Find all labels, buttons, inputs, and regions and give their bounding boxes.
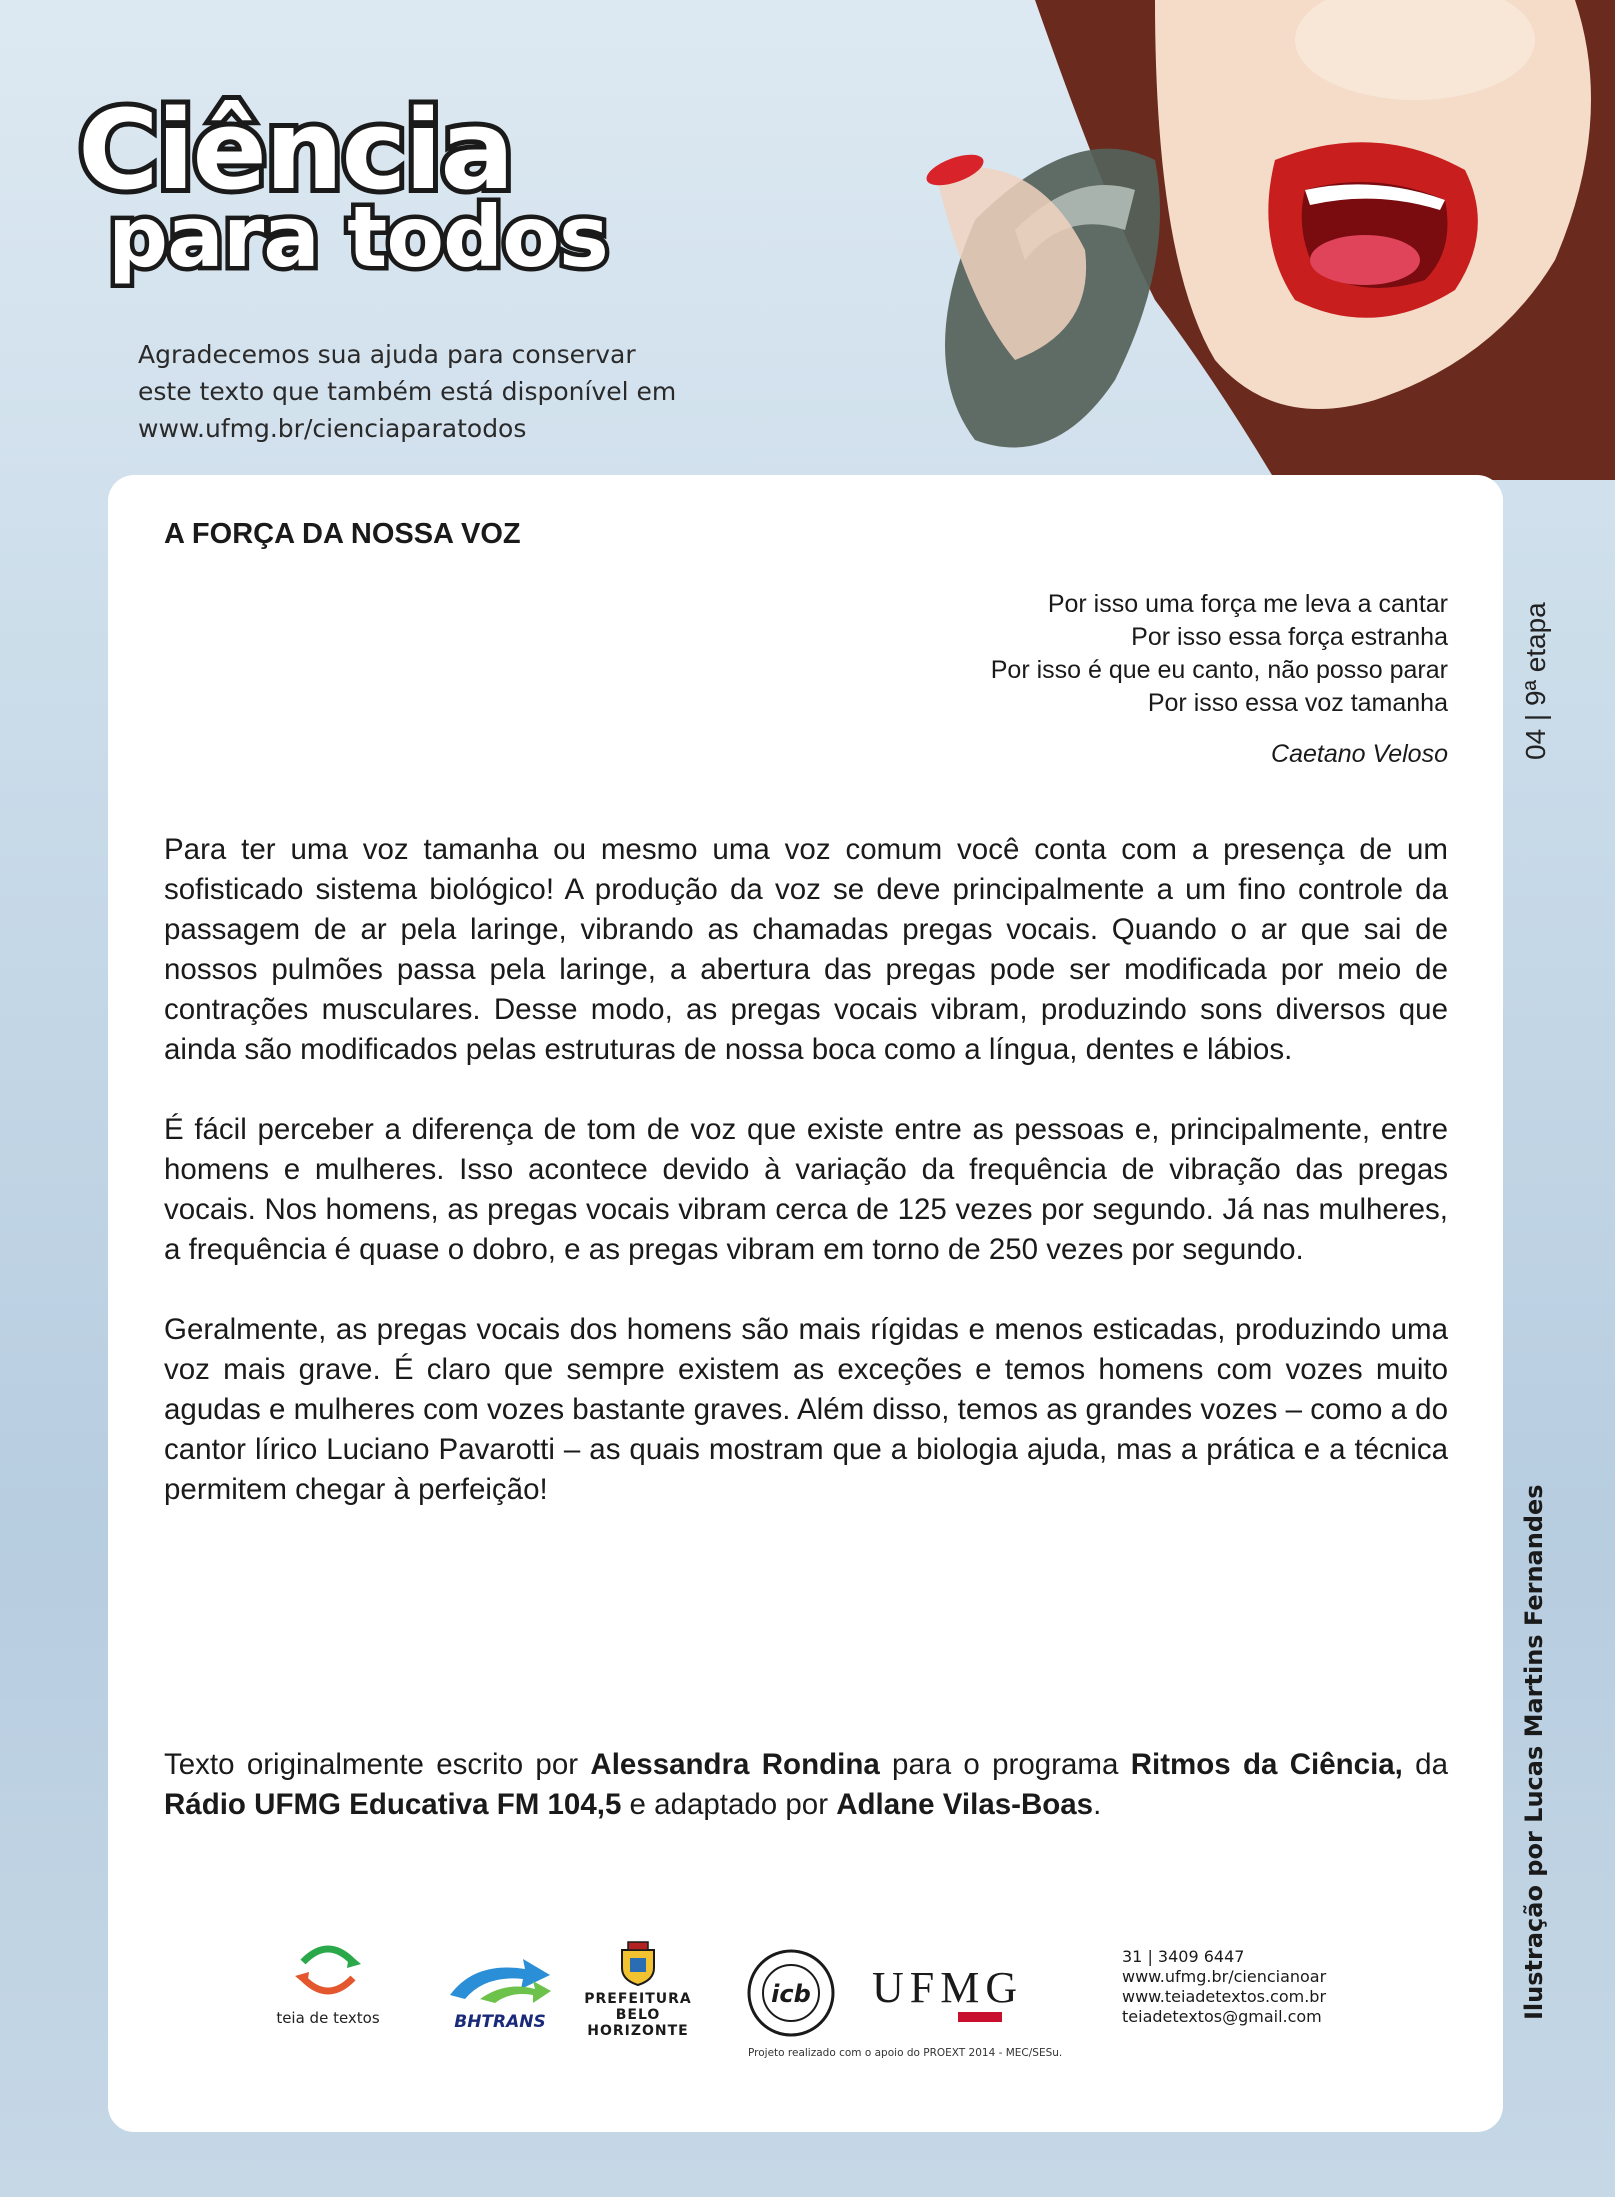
ciencia-para-todos-logo — [78, 86, 668, 286]
epigraph-author: Caetano Veloso — [1271, 740, 1448, 768]
epigraph-line: Por isso é que eu canto, não posso parar — [990, 656, 1448, 684]
thanks-line: este texto que também está disponível em — [138, 377, 677, 406]
article-title: A FORÇA DA NOSSA VOZ — [164, 518, 521, 550]
pbh-line1: PREFEITURA — [584, 1991, 692, 2007]
thanks-line: Agradecemos sua ajuda para conservar — [138, 340, 636, 369]
epigraph-line: Por isso essa voz tamanha — [1147, 689, 1448, 717]
logo-line-ciencia: Ciência — [78, 86, 513, 214]
ufmg-label: UFMG — [872, 1963, 1024, 2012]
support-note: Projeto realizado com o apoio do PROEXT 2014 - MEC/SESu. — [748, 2047, 1063, 2059]
epigraph-line: Por isso essa força estranha — [1131, 623, 1448, 651]
credits-text: e adaptado por — [621, 1788, 837, 1821]
icb-label: icb — [771, 1980, 811, 2008]
teia-de-textos-logo — [268, 1940, 388, 2027]
singer-illustration — [855, 0, 1615, 480]
epigraph-line: Por isso uma força me leva a cantar — [1047, 590, 1448, 618]
article-credits — [164, 1745, 1448, 1825]
icb-logo — [746, 1948, 836, 2038]
coat-of-arms-icon — [618, 1940, 658, 1986]
paragraph: Para ter uma voz tamanha ou mesmo uma voz comum você conta com a presença de um sofisticado sistema biológico! A produção da voz se deve principalmente a um fino controle da passagem de ar pela laringe, vibrando as chamadas pregas vocais. Quando o ar que sai de nossos pulmões passa pela laringe, a abertura das pregas pode ser modificada por meio de contrações musculares. Desse modo, as pregas vocais vibram, produzindo sons diversos que ainda são modificados pelas estruturas de nossa boca como a língua, dentes e lábios. — [164, 833, 1448, 1066]
logo-line-para-todos: para todos — [108, 188, 608, 286]
bhtrans-logo — [440, 1955, 560, 2032]
contact-info — [1122, 1947, 1326, 2027]
ufmg-red-bar — [958, 2012, 1002, 2022]
teia-icon — [293, 1940, 363, 2000]
credits-radio: Rádio UFMG Educativa FM 104,5 — [164, 1788, 622, 1821]
thanks-url: www.ufmg.br/cienciaparatodos — [138, 414, 527, 443]
website-link[interactable]: www.teiadetextos.com.br — [1122, 1987, 1327, 2006]
article-body — [164, 830, 1448, 1550]
paragraph: É fácil perceber a diferença de tom de voz que existe entre as pessoas e, principalmente, entre homens e mulheres. Isso acontece devido à variação da frequência de vibração das pregas vocais. Nos homens, as pregas vocais vibram cerca de 125 vezes por segundo. Já nas mulheres, a frequência é quase o dobro, e as pregas vibram em torno de 250 vezes por segundo. — [164, 1113, 1448, 1266]
epigraph — [800, 588, 1448, 771]
credits-text: para o programa — [879, 1748, 1131, 1781]
credits-text: . — [1093, 1788, 1102, 1821]
bhtrans-label: BHTRANS — [454, 2012, 546, 2032]
credits-author: Alessandra Rondina — [590, 1748, 880, 1781]
edition-label: 04 | 9ª etapa — [1520, 602, 1551, 760]
credits-text: da — [1402, 1748, 1449, 1781]
ufmg-logo — [872, 1962, 1023, 2013]
email-link[interactable]: teiadetextos@gmail.com — [1122, 2007, 1322, 2026]
thanks-note — [138, 336, 698, 447]
teia-label: teia de textos — [276, 2009, 380, 2027]
pbh-line2: BELO HORIZONTE — [587, 2007, 689, 2039]
phone: 31 | 3409 6447 — [1122, 1947, 1245, 1966]
credits-program: Ritmos da Ciência, — [1130, 1748, 1403, 1781]
prefeitura-bh-logo — [578, 1940, 698, 2039]
credits-text: Texto originalmente escrito por — [164, 1748, 591, 1781]
bhtrans-arrows-icon — [445, 1955, 555, 2007]
website-link[interactable]: www.ufmg.br/ciencianoar — [1122, 1967, 1327, 1986]
paragraph: Geralmente, as pregas vocais dos homens são mais rígidas e menos esticadas, produzindo uma voz mais grave. É claro que sempre existem as exceções e temos homens com vozes muito agudas e mulheres com vozes bastante graves. Além disso, temos as grandes vozes – como a do cantor lírico Luciano Pavarotti – as quais mostram que a biologia ajuda, mas a prática e a técnica permitem chegar à perfeição! — [164, 1313, 1448, 1506]
illustration-credit: Ilustração por Lucas Martins Fernandes — [1520, 1484, 1548, 2020]
credits-adapter: Adlane Vilas-Boas — [836, 1788, 1094, 1821]
